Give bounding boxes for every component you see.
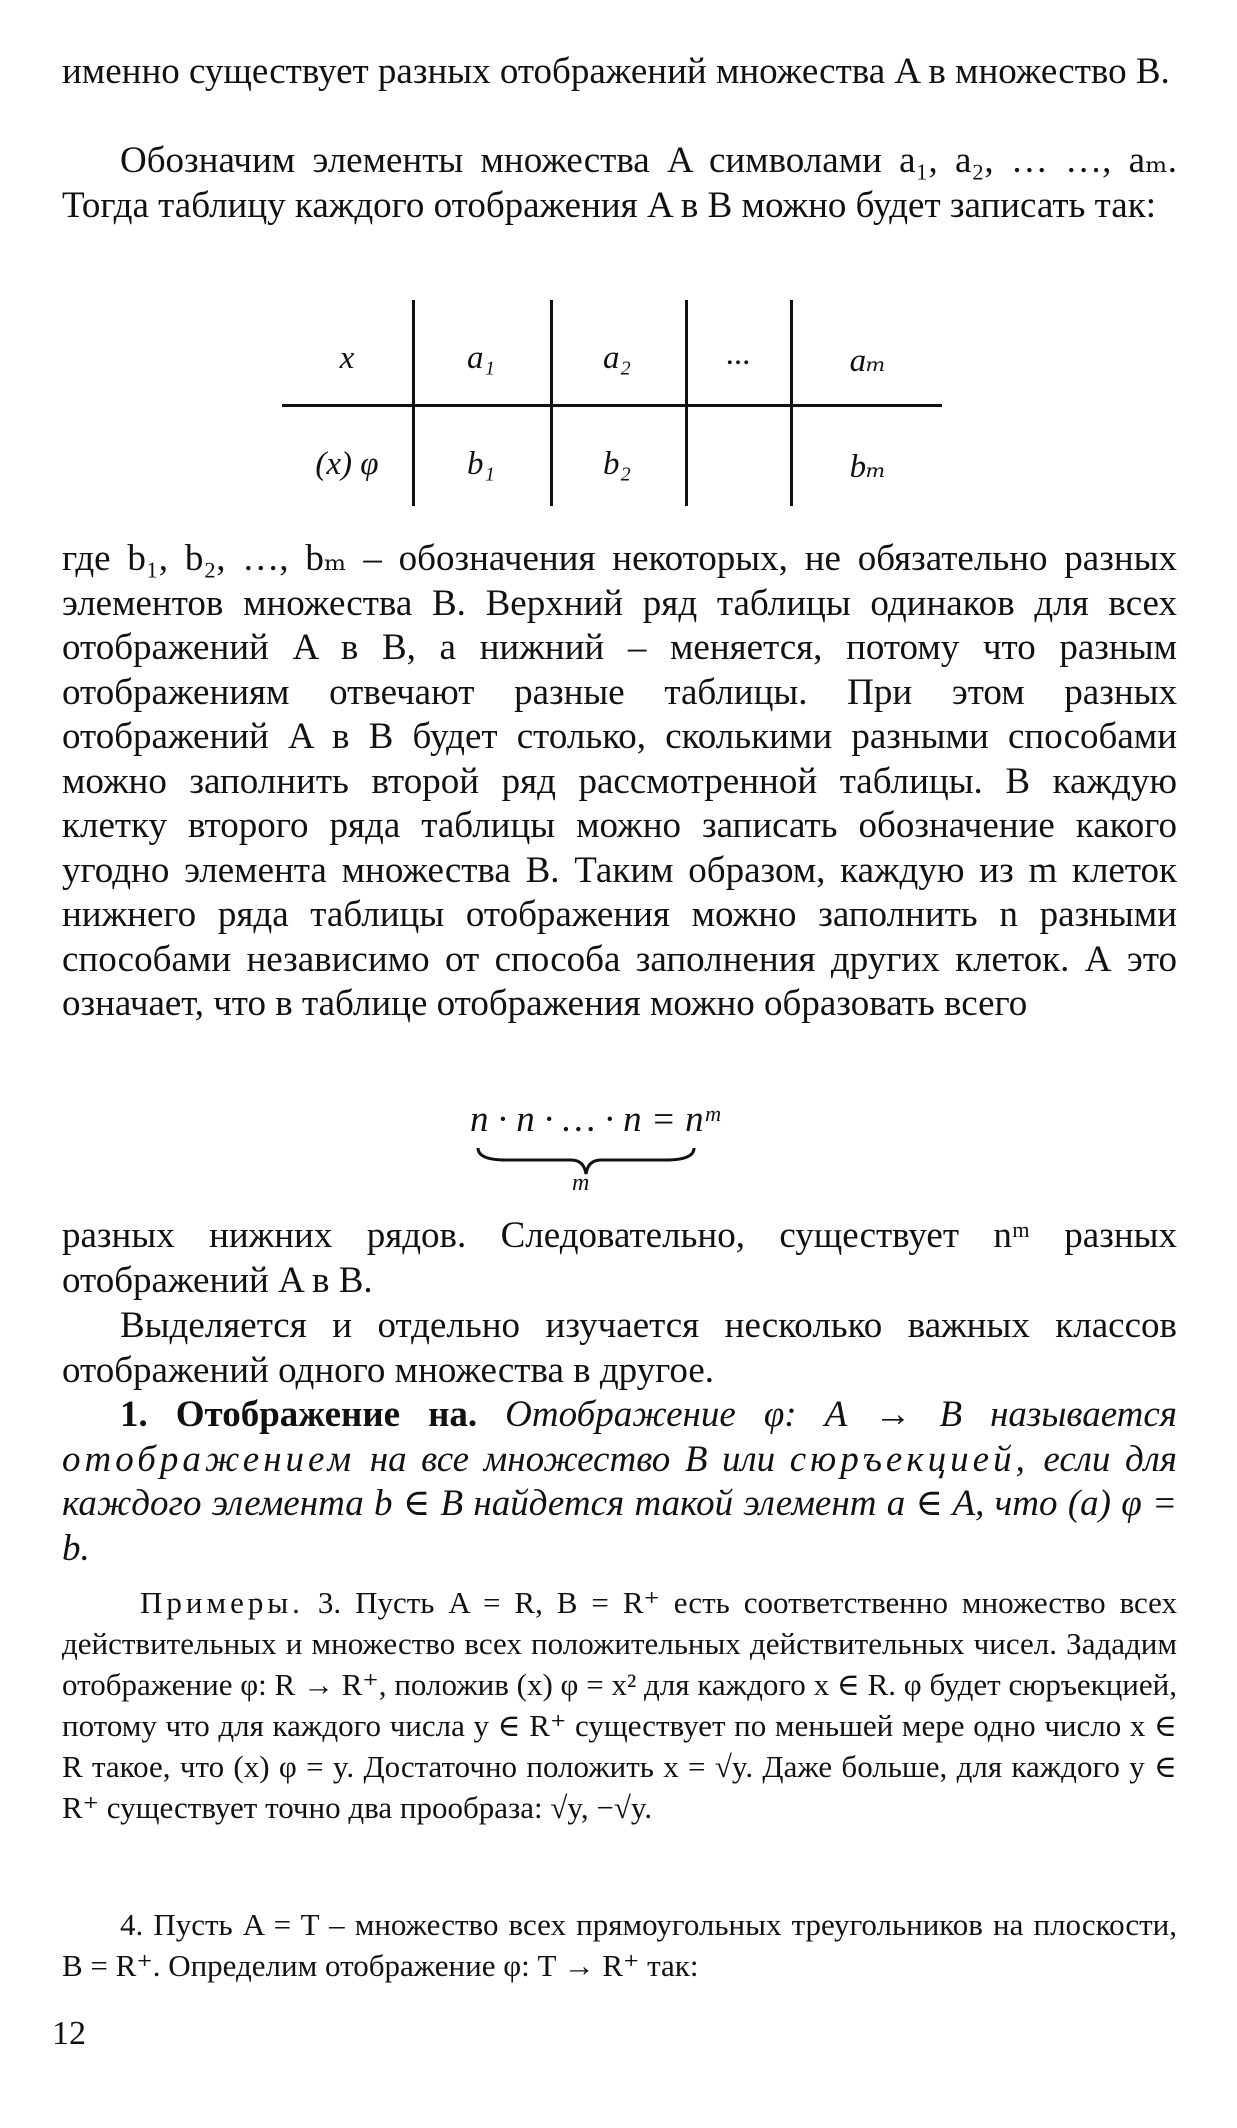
paragraph-notation: Обозначим элементы множества A символами a₁, a₂, … …, aₘ. Тогда таблицу каждого отображения A в B можно будет записать так: [62, 140, 1177, 226]
definition-surjection [62, 1393, 1177, 1571]
definition-term-2: сюръекцией, [789, 1438, 1029, 1480]
example-3 [62, 1582, 1177, 1828]
page-number: 12 [52, 2015, 86, 2052]
paragraph-explanation: где b₁, b₂, …, bₘ – обозначения некоторых, не обязательно разных элементов множества B. Верхний ряд таблицы одинаков для всех отображений A в B, а нижний – меняется, потому что разным отображениям отвечают разные таблицы. При этом разных отображений A в B будет столько, сколькими разными способами можно заполнить второй ряд рассмотренной таблицы. В каждую клетку второго ряда таблицы можно записать обозначение какого угодно элемента множества B. Таким образом, каждую из m клеток нижнего ряда таблицы отображения можно заполнить n разными способами независимо от способа заполнения других клеток. А это означает, что в таблице отображения можно образовать всего [62, 538, 1177, 1024]
table-divider [550, 300, 553, 506]
definition-title: 1. Отображение на. [120, 1394, 478, 1435]
brace-label: m [572, 1170, 590, 1196]
table-header-a2: a₂ [603, 340, 631, 376]
example-4: 4. Пусть A = T – множество всех прямоугольных треугольников на плоскости, B = R⁺. Определим отображение φ: T → R⁺ так: [62, 1907, 1177, 1983]
table-header-x: x [339, 340, 355, 376]
definition-text-2: на все множество B или [369, 1438, 776, 1480]
table-divider [790, 300, 793, 506]
table-row-x-phi: (x) φ [315, 446, 379, 482]
definition-text-3: если для каждого элемента b ∈ B найдется такой элемент a ∈ A, что (a) φ = b. [62, 1438, 1177, 1569]
paragraph-conclusion: разных нижних рядов. Следовательно, существует nᵐ разных отображений A в B. [62, 1215, 1177, 1301]
definition-term-1: отображением [62, 1438, 356, 1480]
table-rule [282, 404, 942, 407]
mapping-table [282, 296, 942, 516]
table-divider [412, 300, 415, 506]
table-cell-b1: b₁ [467, 446, 495, 482]
table-cell-b2: b₂ [603, 446, 631, 482]
table-header-am: aₘ [849, 343, 887, 379]
formula-expression: n · n · … · n = nᵐ [470, 1099, 720, 1140]
paragraph-classes: Выделяется и отдельно изучается несколько важных классов отображений одного множества в другое. [62, 1305, 1177, 1391]
table-header-ellipsis: ... [725, 336, 751, 372]
table-divider [685, 300, 688, 506]
example-3-text: 3. Пусть A = R, B = R⁺ есть соответственно множество всех действительных и множество всех положительных действительных чисел. Зададим отображение φ: R → R⁺, положив (x) φ = x² для каждого x ∈ R. φ будет сюръекцией, потому что для каждого числа y ∈ R⁺ существует по меньшей мере одно число x ∈ R такое, что (x) φ = y. Достаточно положить x = √y. Даже больше, для каждого y ∈ R⁺ существует точно два прообраза: √y, −√y. [62, 1585, 1178, 1825]
table-cell-bm: bₘ [849, 449, 887, 485]
definition-text-1: Отображение φ: A → B называется [505, 1394, 1177, 1435]
paragraph-intro: именно существует разных отображений множества A в множество B. [62, 51, 1170, 92]
examples-label: Примеры. [140, 1585, 304, 1620]
table-header-a1: a₁ [467, 340, 495, 376]
formula-power [470, 1098, 790, 1208]
